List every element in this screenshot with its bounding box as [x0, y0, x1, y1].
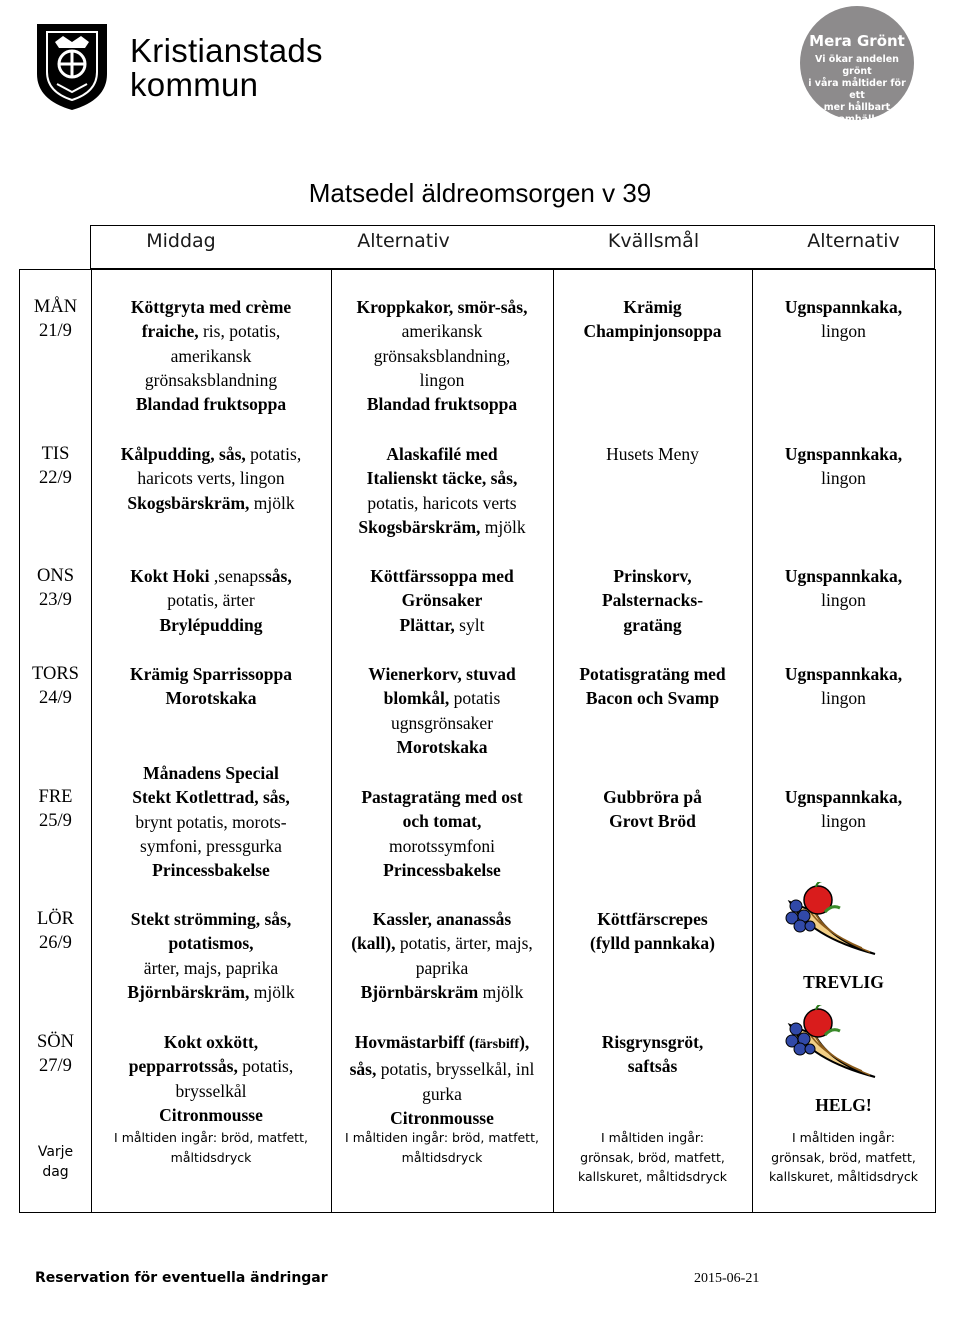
- menu-wed-middag: Kokt Hoki ,senapssås, potatis, ärter Brylépudding: [130, 566, 292, 635]
- menu-mon-kvallsmal: Krämig Champinjonsoppa: [583, 297, 722, 342]
- mera-gront-badge: [800, 6, 914, 125]
- menu-daily-alternativ-2: I måltiden ingår: grönsak, bröd, matfett, kallskuret, måltidsdryck: [768, 1130, 919, 1185]
- menu-daily-middag: I måltiden ingår: bröd, matfett, måltidsdryck: [114, 1130, 308, 1165]
- menu-header-row: [90, 225, 935, 269]
- reservation-note: Reservation för eventuella ändringar: [35, 1270, 328, 1286]
- menu-sun-alternativ-2: HELG!: [815, 1095, 872, 1115]
- header-middag: Middag: [146, 230, 216, 252]
- menu-sat-middag: Stekt strömming, sås, potatismos, ärter, majs, paprika Björnbärskräm, mjölk: [127, 909, 295, 1002]
- cornucopia-icon: [770, 882, 880, 957]
- menu-fri-alternativ-2: Ugnspannkaka, lingon: [784, 787, 903, 832]
- day-label-sat: LÖR 26/9: [37, 909, 74, 954]
- menu-mon-middag: Köttgryta med crème fraiche, ris, potatis, amerikansk grönsaksblandning Blandad fruktsoppa: [130, 297, 292, 415]
- badge-line: mer hållbart: [823, 102, 891, 113]
- header-alternativ-1: Alternativ: [357, 230, 450, 252]
- menu-mon-alternativ: Kroppkakor, smör-sås, amerikansk grönsaksblandning, lingon Blandad fruktsoppa: [356, 297, 528, 415]
- cornucopia-icon: [770, 1005, 880, 1080]
- menu-tue-kvallsmal: Husets Meny: [606, 444, 699, 464]
- badge-line: i våra måltider för ett: [808, 78, 906, 101]
- column-divider: [752, 270, 753, 1212]
- day-label-daily: Varje dag: [37, 1144, 74, 1180]
- menu-fri-alternativ: Pastagratäng med ost och tomat, morotssymfoni Princessbakelse: [361, 787, 523, 880]
- kommun-logo: [33, 22, 333, 112]
- document-date: 2015-06-21: [694, 1271, 760, 1286]
- menu-sat-kvallsmal: Köttfärscrepes (fylld pannkaka): [590, 909, 715, 954]
- menu-thu-kvallsmal: Potatisgratäng med Bacon och Svamp: [579, 664, 726, 709]
- page-title: Matsedel äldreomsorgen v 39: [308, 178, 652, 208]
- menu-sun-middag: Kokt oxkött, pepparrotssås, potatis, brysselkål Citronmousse: [128, 1032, 294, 1125]
- menu-table: [19, 269, 936, 1213]
- menu-thu-alternativ: Wienerkorv, stuvad blomkål, potatis ugnsgrönsaker Morotskaka: [368, 664, 516, 757]
- menu-wed-kvallsmal: Prinskorv, Palsternacks- gratäng: [601, 566, 704, 635]
- badge-line: Vi ökar andelen grönt: [815, 54, 899, 77]
- day-label-mon: MÅN 21/9: [33, 297, 78, 342]
- menu-sat-alternativ: Kassler, ananassås (kall), potatis, ärter, majs, paprika Björnbärskräm mjölk: [351, 909, 533, 1002]
- kommun-name-line2: kommun: [130, 66, 259, 103]
- menu-tue-alternativ: Alaskafilé med Italienskt täcke, sås, potatis, haricots verts Skogsbärskräm, mjölk: [358, 444, 526, 537]
- menu-daily-kvallsmal: I måltiden ingår: grönsak, bröd, matfett, kallskuret, måltidsdryck: [577, 1130, 728, 1185]
- day-label-wed: ONS 23/9: [36, 566, 74, 611]
- kommun-name: [130, 34, 323, 102]
- day-label-fri: FRE 25/9: [38, 787, 73, 832]
- menu-thu-middag: Krämig Sparrissoppa Morotskaka: [130, 664, 292, 709]
- menu-sun-alternativ: Hovmästarbiff (färsbiff), sås, potatis, brysselkål, inl gurka Citronmousse: [349, 1032, 535, 1128]
- menu-tue-middag: Kålpudding, sås, potatis, haricots verts, lingon Skogsbärskräm, mjölk: [120, 444, 302, 513]
- badge-subtitle: [808, 54, 906, 126]
- menu-sun-kvallsmal: Risgrynsgröt, saftsås: [601, 1032, 704, 1077]
- day-label-tue: TIS 22/9: [39, 444, 72, 489]
- menu-tue-alternativ-2: Ugnspannkaka, lingon: [784, 444, 903, 489]
- badge-title: Mera Grönt: [809, 32, 905, 50]
- menu-fri-middag: Månadens Special Stekt Kotlettrad, sås, brynt potatis, morots- symfoni, pressgurka Princessbakelse: [132, 763, 290, 881]
- menu-daily-alternativ: I måltiden ingår: bröd, matfett, måltidsdryck: [345, 1130, 539, 1165]
- day-label-sun: SÖN 27/9: [36, 1032, 74, 1077]
- header-kvallsmal: Kvällsmål: [607, 230, 700, 252]
- day-label-thu: TORS 24/9: [32, 664, 79, 709]
- coat-of-arms-icon: [33, 22, 111, 112]
- menu-thu-alternativ-2: Ugnspannkaka, lingon: [784, 664, 903, 709]
- menu-fri-kvallsmal: Gubbröra på Grovt Bröd: [603, 787, 702, 832]
- header-alternativ-2: Alternativ: [807, 230, 900, 252]
- kommun-name-line1: Kristianstads: [130, 32, 323, 69]
- menu-wed-alternativ-2: Ugnspannkaka, lingon: [784, 566, 903, 611]
- badge-line: samhälle: [832, 114, 882, 125]
- menu-wed-alternativ: Köttfärssoppa med Grönsaker Plättar, sylt: [370, 566, 514, 635]
- menu-sat-alternativ-2: TREVLIG: [803, 972, 884, 992]
- menu-mon-alternativ-2: Ugnspannkaka, lingon: [784, 297, 903, 342]
